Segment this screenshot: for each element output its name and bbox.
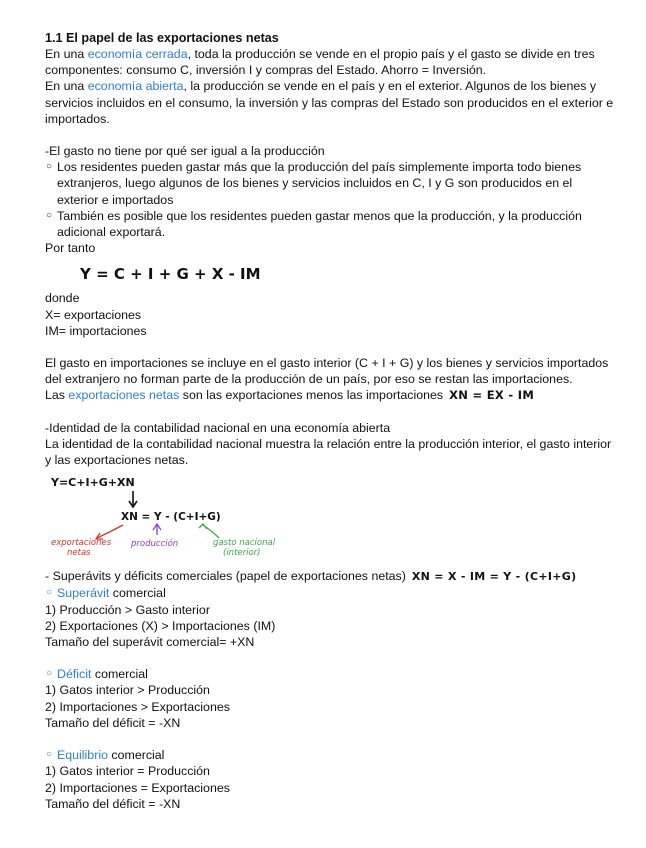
bullet-item: ○ También es posible que los residentes pueden gastar menos que la producción, y la producción adicional exportará. <box>46 208 582 240</box>
equilibrium-line-2: 2) Importaciones = Exportaciones <box>45 780 230 795</box>
subsection-deficit: ○ Déficit comercial <box>46 667 148 682</box>
surplus-line-3: Tamaño del superávit comercial= +XN <box>45 635 255 650</box>
identity-heading: -Identidad de la contabilidad nacional en una economía abierta <box>45 420 391 435</box>
bullet-circle-icon: ○ <box>46 668 53 680</box>
highlight-deficit: Déficit <box>57 667 92 682</box>
definition-exports: X= exportaciones <box>45 307 142 322</box>
where-label: donde <box>45 291 80 306</box>
label-net-exports-2: netas <box>67 548 91 559</box>
label-domestic-spending-1: gasto nacional <box>213 538 276 549</box>
diagram-mid-formula: XN = Y - (C+I+G) <box>121 511 221 524</box>
identity-diagram <box>45 472 615 564</box>
paragraph-net-exports: Las exportaciones netas son las exportaciones menos las importaciones XN = EX - IM <box>45 388 535 403</box>
highlight-surplus: Superávit <box>57 586 110 601</box>
surplus-line-2: 2) Exportaciones (X) > Importaciones (IM) <box>45 618 276 633</box>
bullet-circle-icon: ○ <box>46 161 53 173</box>
document-page <box>45 30 615 812</box>
bullet-item: ○ Los residentes pueden gastar más que la producción del país simplemente importa todo bienes extranjeros, luego algunos de los bienes y servicios incluidos en C, I y G son producidos en el exterior e importados <box>46 160 582 207</box>
diagram-top-formula: Y=C+I+G+XN <box>51 476 135 490</box>
spending-heading: -El gasto no tiene por qué ser igual a la producción <box>45 144 325 159</box>
paragraph-open-economy: En una economía abierta, la producción se vende en el país y en el exterior. Algunos de los bienes y servicios incluidos en el consumo, la inversión y las compras del Estado son producidos en el exterior e importados. <box>45 79 614 126</box>
highlight-closed-economy: economía cerrada <box>87 47 188 61</box>
paragraph-closed-economy: En una economía cerrada, toda la producción se vende en el propio país y el gasto se divide en tres componentes: consumo C, inversión I y compras del Estado. Ahorro = Inversión. <box>45 47 595 78</box>
net-exports-formula: XN = EX - IM <box>449 388 535 403</box>
equilibrium-line-3: Tamaño del déficit = -XN <box>45 796 181 811</box>
equilibrium-line-1: 1) Gatos interior = Producción <box>45 764 210 779</box>
label-net-exports-1: exportaciones <box>51 538 112 549</box>
label-domestic-spending-2: (interior) <box>223 548 261 559</box>
subsection-surplus: ○ Superávit comercial <box>46 586 166 601</box>
therefore-label: Por tanto <box>45 241 96 256</box>
deficit-line-2: 2) Importaciones > Exportaciones <box>45 699 230 714</box>
handwritten-formula-main <box>80 262 615 284</box>
subsection-equilibrium: ○ Equilibrio comercial <box>46 748 165 763</box>
highlight-equilibrium: Equilibrio <box>57 748 108 763</box>
highlight-open-economy: economía abierta <box>87 79 184 94</box>
bullet-circle-icon: ○ <box>46 587 53 599</box>
identity-text: La identidad de la contabilidad nacional muestra la relación entre la producción interior, el gasto interior y las exportaciones netas. <box>45 436 612 468</box>
definition-imports: IM= importaciones <box>45 323 147 338</box>
highlight-net-exports: exportaciones netas <box>68 388 180 403</box>
paragraph-imports: El gasto en importaciones se incluye en el gasto interior (C + I + G) y los bienes y servicios importados del extranjero no forman parte de la producción de un país, por eso se restan las importaciones. <box>45 356 609 387</box>
surplus-line-1: 1) Producción > Gasto interior <box>45 602 210 617</box>
section-title: 1.1 El papel de las exportaciones netas <box>45 31 279 45</box>
bullet-circle-icon: ○ <box>46 209 53 221</box>
deficit-line-3: Tamaño del déficit = -XN <box>45 715 181 730</box>
formula-main-text: Y = C + I + G + X - IM <box>80 265 261 284</box>
bullet-circle-icon: ○ <box>46 749 53 761</box>
surplus-formula: XN = X - IM = Y - (C+I+G) <box>411 570 577 584</box>
deficit-line-1: 1) Gatos interior > Producción <box>45 683 210 698</box>
label-production: producción <box>131 539 179 550</box>
diagram-arrow-red <box>97 525 123 538</box>
surplus-deficit-line: - Superávits y déficits comerciales (papel de exportaciones netas) XN = X - IM = Y - (C+I+G) <box>45 568 615 585</box>
